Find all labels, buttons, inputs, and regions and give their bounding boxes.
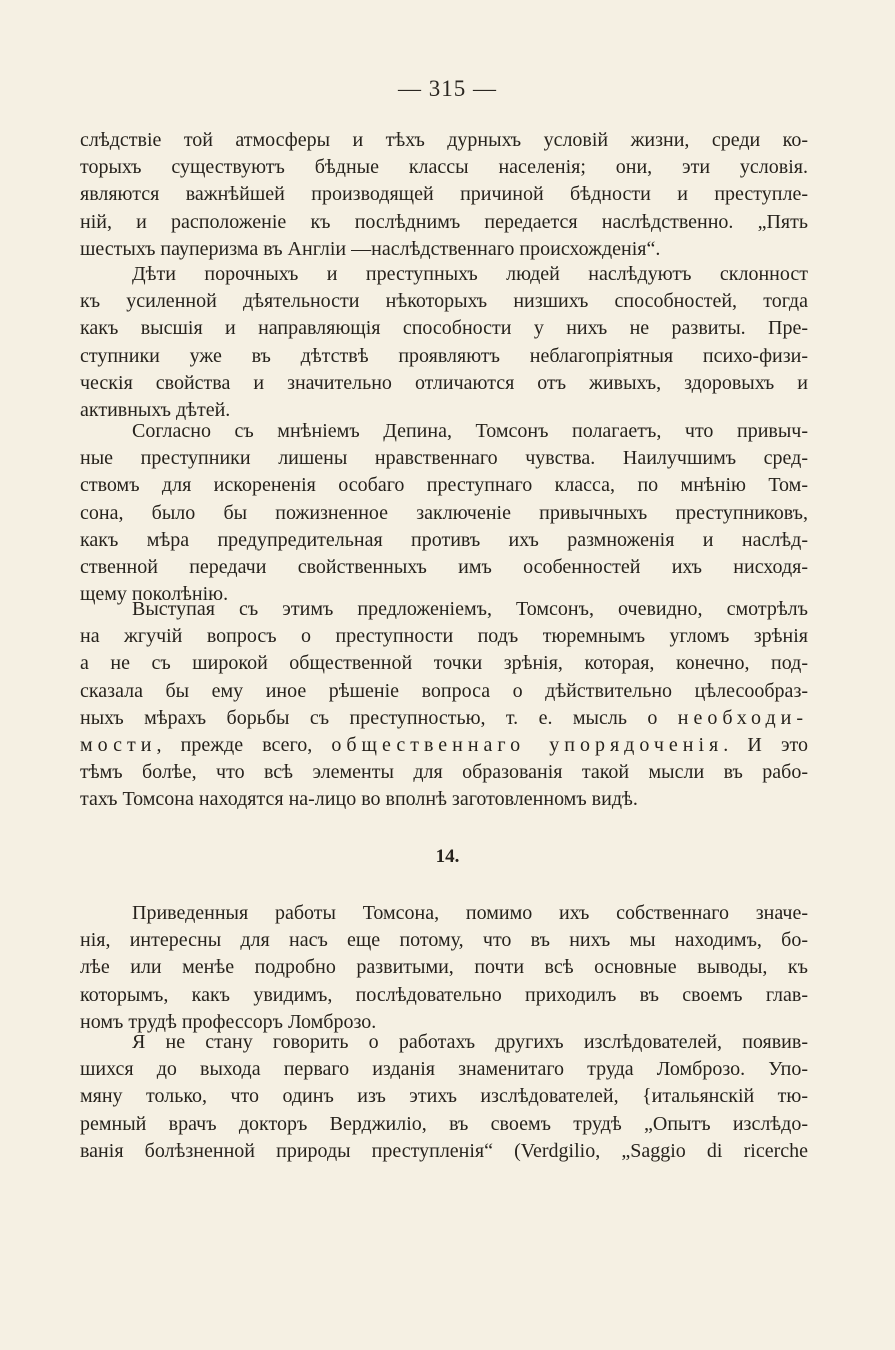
text-line: щему поколѣнію. <box>80 583 229 606</box>
text-line: шихся до выхода перваго изданія знаменитаго труда Ломброзо. Упо- <box>80 1058 808 1081</box>
text-line: Выступая съ этимъ предложеніемъ, Томсонъ, очевидно, смотрѣлъ <box>132 598 808 620</box>
text-line: ческія свойства и значительно отличаются отъ живыхъ, здоровыхъ и <box>80 371 808 394</box>
text-line: нія, интересны для насъ еще потому, что въ нихъ мы находимъ, бо- <box>80 929 808 952</box>
text-line: ремный врачъ докторъ Верджиліо, въ своемъ трудѣ „Опытъ изслѣдо- <box>80 1112 808 1135</box>
text-line: слѣдствіе той атмосферы и тѣхъ дурныхъ условій жизни, среди ко- <box>80 129 808 151</box>
text-line: ванія болѣзненной природы преступленія“ (Verdgilio, „Saggio di ricerche <box>80 1139 808 1162</box>
text-line-with-emphasis <box>80 732 808 759</box>
spaced-emphasis: мости <box>80 733 157 756</box>
text-line: Приведенныя работы Томсона, помимо ихъ собственнаго значе- <box>132 902 808 924</box>
text-line: ствомъ для искорененія особаго преступнаго класса, по мнѣнію Том- <box>80 474 808 497</box>
text-segment: . И это <box>723 733 809 756</box>
paragraph-thomson-proposal <box>80 596 808 814</box>
text-line: торыхъ существуютъ бѣдные классы населенія; они, эти условія. <box>80 156 808 179</box>
text-line: номъ трудѣ профессоръ Ломброзо. <box>80 1010 377 1033</box>
text-segment: ныхъ мѣрахъ борьбы съ преступностью, т. е. мысль о <box>80 706 678 729</box>
text-line: сона, было бы пожизненное заключеніе привычныхъ преступниковъ, <box>80 501 808 524</box>
text-line: Согласно съ мнѣніемъ Депина, Томсонъ полагаетъ, что привыч- <box>132 420 808 442</box>
paragraph-continuation <box>80 127 808 263</box>
text-line: какъ мѣра предупредительная противъ ихъ размноженія и наслѣд- <box>80 528 808 551</box>
text-line: шестыхъ пауперизма въ Англіи —наслѣдственнаго происхожденія“. <box>80 237 661 260</box>
page-number: — 315 — <box>398 76 497 101</box>
text-line: мяну только, что одинъ изъ этихъ изслѣдователей, {итальянскій тю- <box>80 1085 808 1108</box>
text-line: тахъ Томсона находятся на-лицо во вполнѣ заготовленномъ видѣ. <box>80 788 638 811</box>
text-line: ній, и расположеніе къ послѣднимъ передается наслѣдственно. „Пять <box>80 210 808 233</box>
text-line: ственной передачи свойственныхъ имъ особенностей ихъ нисходя- <box>80 555 808 578</box>
text-line: сказала бы ему иное рѣшеніе вопроса о дѣйствительно цѣлесообраз- <box>80 679 808 702</box>
text-line-with-emphasis <box>80 705 808 732</box>
text-line: которымъ, какъ увидимъ, послѣдовательно приходилъ въ своемъ глав- <box>80 983 808 1006</box>
text-line: къ усиленной дѣятельности нѣкоторыхъ низшихъ способностей, тогда <box>80 290 808 313</box>
spaced-emphasis: общественнаго упорядоченія <box>331 733 724 756</box>
text-line: ные преступники лишены нравственнаго чувства. Наилучшимъ сред- <box>80 447 808 470</box>
text-line: лѣе или менѣе подробно развитыми, почти всѣ основные выводы, къ <box>80 956 808 979</box>
text-line: Я не стану говорить о работахъ другихъ изслѣдователей, появив- <box>132 1031 808 1053</box>
text-line: на жгучій вопросъ о преступности подъ тюремнымъ угломъ зрѣнія <box>80 625 808 648</box>
paragraph-thomson-works <box>80 900 808 1036</box>
paragraph-depin-opinion <box>80 418 808 608</box>
spaced-emphasis: необходи- <box>677 706 808 729</box>
text-line: Дѣти порочныхъ и преступныхъ людей наслѣдуютъ склонност <box>132 263 808 285</box>
text-line: активныхъ дѣтей. <box>80 398 231 421</box>
paragraph-other-researchers <box>80 1029 808 1165</box>
paragraph-children <box>80 261 808 424</box>
section-heading: 14. <box>435 846 460 867</box>
text-line: какъ высшія и направляющія способности у нихъ не развиты. Пре- <box>80 317 808 340</box>
text-segment: , прежде всего, <box>156 733 332 756</box>
text-line: а не съ широкой общественной точки зрѣнія, которая, конечно, под- <box>80 652 808 675</box>
text-line: тѣмъ болѣе, что всѣ элементы для образованія такой мысли въ рабо- <box>80 761 808 784</box>
text-line: являются важнѣйшей производящей причиной бѣдности и преступле- <box>80 183 808 206</box>
text-line: ступники уже въ дѣтствѣ проявляютъ неблагопріятныя психо-физи- <box>80 344 808 367</box>
